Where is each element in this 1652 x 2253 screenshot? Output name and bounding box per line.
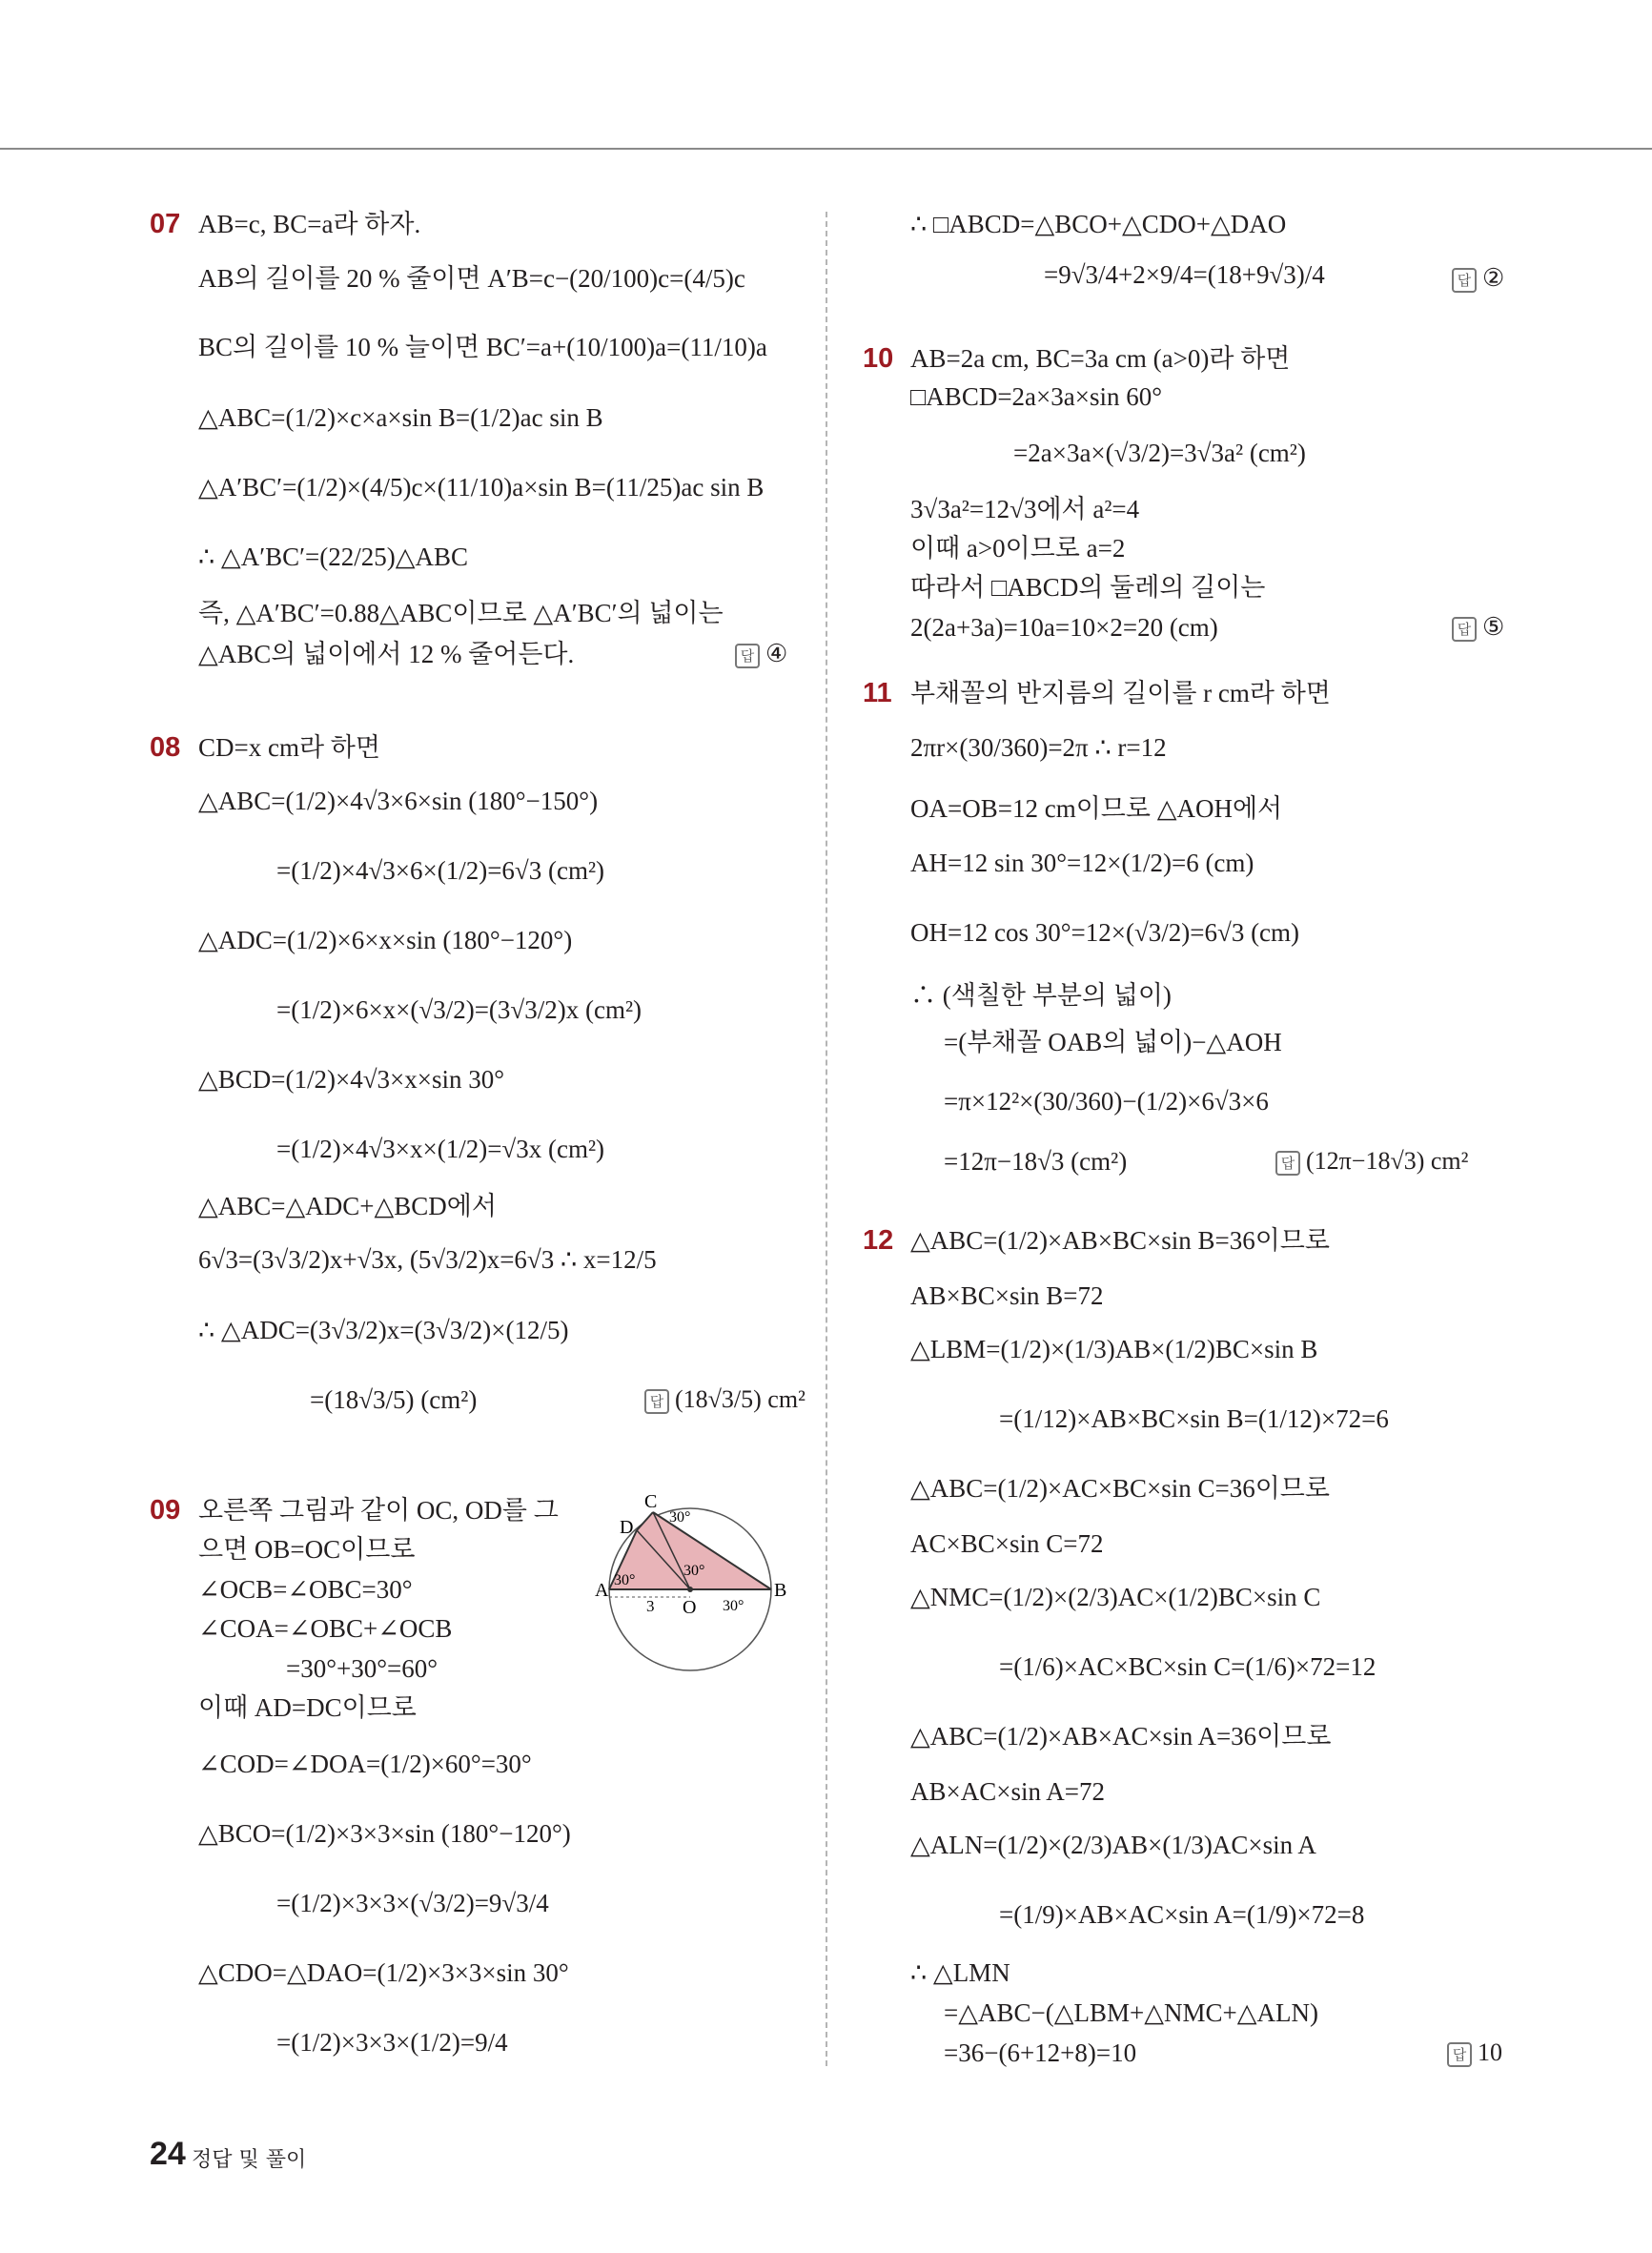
solution-line: △ABC=(1/2)×AB×BC×sin B=36이므로 [910, 1226, 1330, 1255]
solution-line: =9√3/4+2×9/4=(18+9√3)/4 [1044, 260, 1325, 289]
solution-line: 이때 a>0이므로 a=2 [910, 534, 1126, 563]
answer-mark-icon: 답 [1452, 268, 1477, 293]
solution-line: =(부채꼴 OAB의 넓이)−△AOH [944, 1028, 1282, 1056]
solution-line: 2(2a+3a)=10a=10×2=20 (cm) [910, 613, 1218, 642]
label-b: B [774, 1580, 787, 1601]
answer-07: 답 ④ [735, 637, 787, 671]
solution-line: △CDO=△DAO=(1/2)×3×3×sin 30° [198, 1958, 569, 1987]
solution-line: △ABC=(1/2)×4√3×6×sin (180°−150°) [198, 787, 599, 815]
label-angle-b: 30° [723, 1598, 744, 1614]
solution-line: △ALN=(1/2)×(2/3)AB×(1/3)AC×sin A [910, 1831, 1316, 1859]
solution-line: =π×12²×(30/360)−(1/2)×6√3×6 [944, 1087, 1269, 1116]
solution-line: 즉, △A′BC′=0.88△ABC이므로 △A′BC′의 넓이는 [198, 599, 724, 627]
label-o: O [683, 1597, 697, 1618]
solution-line: 부채꼴의 반지름의 길이를 r cm라 하면 [910, 679, 1331, 707]
solution-line: OH=12 cos 30°=12×(√3/2)=6√3 (cm) [910, 918, 1300, 947]
page-number: 24 [150, 2136, 186, 2172]
solution-line: AB=c, BC=a라 하자. [198, 210, 421, 238]
solution-line: △ABC의 넓이에서 12 % 줄어든다. [198, 640, 575, 668]
answer-mark-icon: 답 [1275, 1151, 1300, 1176]
solution-line: ∠COA=∠OBC+∠OCB [198, 1614, 453, 1643]
problem-number-11: 11 [863, 678, 892, 708]
solution-line: =(1/6)×AC×BC×sin C=(1/6)×72=12 [999, 1652, 1377, 1681]
solution-line: AB×BC×sin B=72 [910, 1281, 1104, 1310]
answer-mark-icon: 답 [1447, 2042, 1472, 2067]
solution-line: =(18√3/5) (cm²) [310, 1385, 478, 1414]
footer-label: 정답 및 풀이 [192, 2148, 307, 2172]
solution-line: △BCD=(1/2)×4√3×x×sin 30° [198, 1065, 505, 1094]
solution-line: △ABC=(1/2)×c×a×sin B=(1/2)ac sin B [198, 403, 603, 432]
label-angle-o1: 30° [683, 1563, 705, 1579]
solution-line: =(1/9)×AB×AC×sin A=(1/9)×72=8 [999, 1900, 1365, 1929]
solution-line: AB=2a cm, BC=3a cm (a>0)라 하면 [910, 344, 1291, 373]
solution-line: =(1/2)×3×3×(√3/2)=9√3/4 [276, 1889, 549, 1917]
column-divider [826, 212, 827, 2066]
solution-line: =(1/2)×3×3×(1/2)=9/4 [276, 2028, 508, 2057]
solution-line: =12π−18√3 (cm²) [944, 1147, 1128, 1176]
solution-line: ∴ (색칠한 부분의 넓이) [910, 981, 1172, 1010]
answer-11: 답 (12π−18√3) cm² [1275, 1144, 1468, 1178]
solution-line: △ADC=(1/2)×6×x×sin (180°−120°) [198, 926, 573, 954]
solution-line: △ABC=△ADC+△BCD에서 [198, 1192, 497, 1220]
solution-line: 따라서 □ABCD의 둘레의 길이는 [910, 573, 1266, 602]
solution-line: 3√3a²=12√3에서 a²=4 [910, 495, 1140, 523]
solution-line: ∴ □ABCD=△BCO+△CDO+△DAO [910, 210, 1287, 238]
problem-number-12: 12 [863, 1225, 894, 1256]
answer-10: 답 ⑤ [1452, 610, 1504, 645]
label-a: A [595, 1580, 609, 1601]
solution-line: CD=x cm라 하면 [198, 733, 380, 762]
solution-line: △A′BC′=(1/2)×(4/5)c×(11/10)a×sin B=(11/25)ac sin B [198, 473, 765, 502]
solution-line: =2a×3a×(√3/2)=3√3a² (cm²) [1013, 439, 1306, 467]
label-d: D [620, 1517, 634, 1538]
label-c: C [644, 1495, 658, 1512]
header-rule [0, 148, 1652, 150]
solution-line: OA=OB=12 cm이므로 △AOH에서 [910, 794, 1283, 823]
solution-line: □ABCD=2a×3a×sin 60° [910, 382, 1163, 411]
problem-number-10: 10 [863, 343, 894, 374]
solution-line: =30°+30°=60° [286, 1654, 438, 1683]
answer-12: 답 10 [1447, 2036, 1502, 2070]
solution-line: 이때 AD=DC이므로 [198, 1693, 417, 1722]
answer-09: 답 ② [1452, 261, 1504, 296]
circle-figure [589, 1495, 818, 1686]
solution-line: 오른쪽 그림과 같이 OC, OD를 그 [198, 1496, 559, 1525]
solution-line: ∠OCB=∠OBC=30° [198, 1575, 413, 1604]
solution-line: =(1/2)×4√3×x×(1/2)=√3x (cm²) [276, 1135, 605, 1163]
label-radius: 3 [646, 1597, 655, 1615]
answer-08: 답 (18√3/5) cm² [644, 1383, 806, 1417]
answer-mark-icon: 답 [644, 1389, 669, 1414]
solution-line: AC×BC×sin C=72 [910, 1529, 1104, 1558]
solution-line: △LBM=(1/2)×(1/3)AB×(1/2)BC×sin B [910, 1335, 1318, 1363]
solution-line: =(1/2)×6×x×(√3/2)=(3√3/2)x (cm²) [276, 995, 642, 1024]
solution-line: ∠COD=∠DOA=(1/2)×60°=30° [198, 1750, 532, 1778]
solution-line: 2πr×(30/360)=2π ∴ r=12 [910, 733, 1167, 762]
problem-number-08: 08 [150, 732, 181, 763]
problem-number-07: 07 [150, 209, 181, 239]
solution-line: AB의 길이를 20 % 줄이면 A′B=c−(20/100)c=(4/5)c [198, 264, 745, 293]
solution-line: 으면 OB=OC이므로 [198, 1535, 416, 1564]
solution-line: ∴ △LMN [910, 1958, 1010, 1987]
solution-line: △ABC=(1/2)×AB×AC×sin A=36이므로 [910, 1722, 1332, 1751]
solution-line: =(1/12)×AB×BC×sin B=(1/12)×72=6 [999, 1404, 1389, 1433]
solution-line: ∴ △ADC=(3√3/2)x=(3√3/2)×(12/5) [198, 1316, 569, 1344]
solution-line: BC의 길이를 10 % 늘이면 BC′=a+(10/100)a=(11/10)a [198, 333, 767, 361]
answer-mark-icon: 답 [735, 644, 760, 668]
solution-line: =△ABC−(△LBM+△NMC+△ALN) [944, 1998, 1318, 2027]
center-point [687, 1587, 693, 1592]
solution-line: =(1/2)×4√3×6×(1/2)=6√3 (cm²) [276, 856, 605, 885]
solution-line: AH=12 sin 30°=12×(1/2)=6 (cm) [910, 849, 1254, 877]
solution-line: △NMC=(1/2)×(2/3)AC×(1/2)BC×sin C [910, 1583, 1321, 1611]
problem-number-09: 09 [150, 1495, 181, 1526]
solution-line: =36−(6+12+8)=10 [944, 2038, 1137, 2067]
label-angle-o2: 30° [614, 1572, 636, 1588]
solution-line: 6√3=(3√3/2)x+√3x, (5√3/2)x=6√3 ∴ x=12/5 [198, 1245, 657, 1274]
solution-line: △ABC=(1/2)×AC×BC×sin C=36이므로 [910, 1474, 1330, 1503]
answer-mark-icon: 답 [1452, 617, 1477, 642]
label-angle-c: 30° [669, 1509, 691, 1526]
solution-line: ∴ △A′BC′=(22/25)△ABC [198, 543, 469, 571]
solution-line: AB×AC×sin A=72 [910, 1777, 1105, 1806]
solution-line: △BCO=(1/2)×3×3×sin (180°−120°) [198, 1819, 571, 1848]
